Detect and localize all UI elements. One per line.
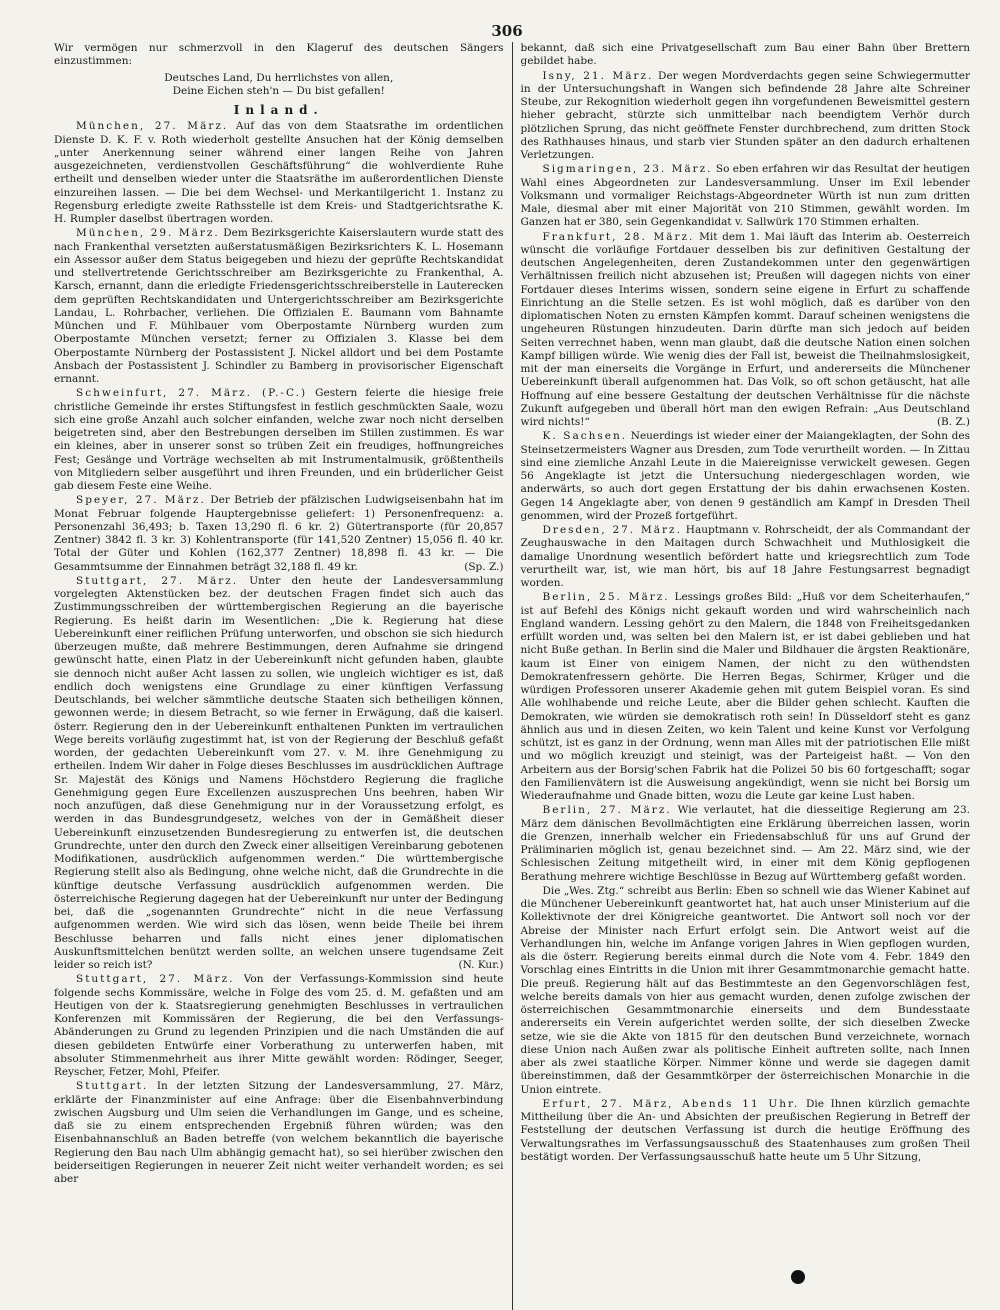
article-body: So eben erfahren wir das Resultat der heutigen Wahl eines Abgeordneten zur Landesversammlung. Unser im Exil lebender Volksmann und vormaliger Reichstags-Abgeordneter Würth ist nun zum dritten Male, diesmal aber mit einer Majorität von 210 Stimmen, gewählt worden. Im Ganzen hat er 380, sein Gegenkandidat v. Sallwürk 170 Stimmen erhalten. bbox=[520, 163, 970, 229]
verse bbox=[54, 72, 504, 99]
article bbox=[54, 387, 504, 493]
dateline: Stuttgart. bbox=[76, 1080, 149, 1093]
article bbox=[54, 494, 504, 574]
article-body: Der Betrieb der pfälzischen Ludwigseisenbahn hat im Monat Februar folgende Hauptergebnisse geliefert: 1) Personenfrequenz: a. Personenzahl 36,493; b. Taxen 13,290 fl. 6 kr. 2) Gütertransporte (für 20,857 Zentner) 3842 fl. 3 kr. 3) Kohlentransporte (für 141,520 Zentner) 15,056 fl. 40 kr. Total der Güter und Kohlen (162,377 Zentner) 18,898 fl. 43 kr. — Die Gesammtsumme der Einnahmen beträgt 32,188 fl. 49 kr. bbox=[54, 494, 504, 573]
ink-dot-mark bbox=[791, 1270, 805, 1284]
article-body: Der wegen Mordverdachts gegen seine Schwiegermutter in der Untersuchungshaft in Wangen sich befindende 28 Jahre alte Schreiner Steube, zur Rekognition wiederholt gegen ihn vorgefundenen Beweismittel gestern hieher gebracht, stürzte sich unmittelbar nach beendigtem Verhör durch plötzlichen Sprung, das nicht geöffnete Fenster durchbrechend, zum dritten Stock des Rathhauses hinaus, und starb vier Stunden später an den dadurch erhaltenen Verletzungen. bbox=[520, 69, 970, 161]
article-body: Wie verlautet, hat die diesseitige Regierung am 23. März dem dänischen Bevollmächtigten eine Erklärung überreichen lassen, worin die Grenzen, innerhalb welcher ein Friedensabschluß für uns auf Grund der Präliminarien möglich ist, genau bezeichnet sind. — Am 22. März sind, wie der Schlesischen Zeitung mitgetheilt wird, in einer mit dem König gepflogenen Berathung mehrere wichtige Beschlüsse in Bezug auf Württemberg gefaßt worden. bbox=[520, 804, 970, 883]
left-column bbox=[54, 42, 512, 1310]
dateline: Dresden, 27. März. bbox=[542, 524, 682, 536]
intro-text: Wir vermögen nur schmerzvoll in den Klageruf des deutschen Sängers einzustimmen: bbox=[54, 42, 504, 68]
source-note: (Sp. Z.) bbox=[464, 560, 504, 573]
article-body: Hauptmann v. Rohrscheidt, der als Commandant der Zeughauswache in den Maitagen durch Schwachheit und Muthlosigkeit die damalige Unordnung wesentlich befördert hatte und kriegsrechtlich zum Tode verurtheilt war, ist, wie man hört, bis auf 18 Jahre Festungsarrest begnadigt worden. bbox=[520, 524, 970, 589]
article bbox=[521, 524, 971, 590]
article-body: In der letzten Sitzung der Landesversammlung, 27. März, erklärte der Finanzminister auf eine Anfrage: über die Eisenbahnverbindung zwischen Augsburg und Ulm seien die Verhandlungen im Gange, und es scheine, daß sie zu einem entsprechenden Ergebniß führen würden; was den Eisenbahnanschluß an Baden betreffe (von welchem bekanntlich die bayerische Regierung den Bau nach Ulm abhängig gemacht hat), so sei hierüber zwischen den beiderseitigen Regierungen in neuerer Zeit nicht weiter verhandelt worden; es sei aber bbox=[54, 1080, 504, 1185]
article bbox=[521, 163, 971, 229]
article bbox=[54, 575, 504, 973]
dateline: K. Sachsen. bbox=[542, 430, 628, 443]
columns bbox=[54, 42, 970, 1310]
dateline: Berlin, 27. März. bbox=[542, 804, 672, 817]
dateline: Isny, 21. März. bbox=[542, 69, 654, 82]
dateline: Berlin, 25. März. bbox=[542, 591, 670, 604]
article bbox=[521, 70, 971, 163]
article-body: Neuerdings ist wieder einer der Maiangeklagten, der Sohn des Steinsetzermeisters Wagner aus Dresden, zum Tode verurtheilt worden. — In Zittau sind eine ziemliche Anzahl Leute in die Maiereignisse verwickelt gewesen. Gegen 56 Angeklagte ist jetzt die Untersuchung niedergeschlagen worden, wie anderwärts, so auch dort gegen Erstattung der bis dahin erwachsenen Kosten. Gegen 14 Angeklagte aber, von denen 9 geständlich am Kampf in Dresden Theil genommen, wird der Prozeß fortgeführt. bbox=[520, 430, 970, 522]
verse-line: Deutsches Land, Du herrlichstes von allen, bbox=[164, 71, 394, 84]
dateline: Stuttgart, 27. März. bbox=[76, 973, 235, 986]
page-number: 306 bbox=[491, 22, 523, 40]
article-body: Von der Verfassungs-Kommission sind heute folgende sechs Kommissäre, welche in Folge des vom 25. d. M. gefaßten und am Heutigen von der k. Staatsregierung genehmigten Beschlusses in vertraulichen Konferenzen mit Kommissären der Regierung, die bei den Verfassungs-Abänderungen zu Grund zu legenden Prinzipien und die nach Umständen die auf diesen gebildeten Entwürfe einer Vorberathung zu unterwerfen haben, mit absoluter Stimmenmehrheit aus ihrer Mitte gewählt worden: Rödinger, Seeger, Reyscher, Fetzer, Mohl, Pfeifer. bbox=[54, 973, 504, 1078]
article bbox=[521, 231, 971, 430]
section-title: Inland. bbox=[233, 103, 324, 117]
article bbox=[521, 1098, 971, 1164]
dateline: Frankfurt, 28. März. bbox=[542, 230, 695, 243]
article-body: Mit dem 1. Mai läuft das Interim ab. Oesterreich wünscht die vorläufige Fortdauer desselben bis zur definitiven Gestaltung der deutschen Angelegenheiten, deren Zustandekommen unter den gegenwärtigen Verhältnissen freilich nicht abzusehen ist; Preußen will dagegen nichts von einer Fortdauer dieses Interims wissen, sondern seine eigene in Erfurt zu schaffende Einrichtung an die Stelle setzen. Es ist wohl möglich, daß es darüber von den diplomatischen Noten zu ernsten Kämpfen kommt. Darauf scheinen wenigstens die ungeheuren Rüstungen hinzudeuten. Darin dürfte man sich jedoch auf beiden Seiten verrechnet haben, wenn man glaubt, daß die deutsche Nation einen solchen Kampf billigen würde. Wie wenig dies der Fall ist, beweist die Theilnahmslosigkeit, mit der man einerseits die Vorgänge in Erfurt, und andererseits die Münchener Uebereinkunft überall aufgenommen hat. Das Volk, so oft schon getäuscht, hat alle Hoffnung auf eine bessere Gestaltung der deutschen Verhältnisse für die nächste Zukunft aufgegeben und überall hört man den ewigen Refrain: „Aus Deutschland wird nichts!“ bbox=[520, 230, 970, 428]
article bbox=[521, 804, 971, 884]
continued-text: bekannt, daß sich eine Privatgesellschaft zum Bau einer Bahn über Brettern gebildet habe. bbox=[520, 42, 970, 68]
article bbox=[521, 591, 971, 803]
article-body: Die „Wes. Ztg.“ schreibt aus Berlin: Eben so schnell wie das Wiener Kabinet auf die Münchener Uebereinkunft geantwortet hat, hat auch unser Ministerium auf die Kollektivnote der drei Königreiche geantwortet. Die Antwort soll noch vor der Abreise der Minister nach Erfurt erfolgt sein. Die Antwort weist auf die Verhandlungen hin, welche im Anfange vorigen Jahres in Wien gepflogen wurden, als die österr. Regierung bereits einmal durch die Note vom 4. Febr. 1849 den Vorschlag eines Eintritts in die Union mit ihrer Gesammtmonarchie gemacht hatte. Die preuß. Regierung hält auf das Bestimmteste an den Gegenvorschlägen fest, welche bereits damals von hier aus gemacht wurden, denen zufolge zwischen der österreichischen Gesammtmonarchie einerseits und dem Bundesstaate andererseits ein Verein aufgerichtet werden sollte, der sich dieselben Zwecke setze, wie sie die Akte von 1815 für den deutschen Bund verzeichnete, wornach diese Union nach Außen zwar als politische Einheit auftreten sollte, nach Innen aber als zwei staatliche Körper. Nimmer könne und werde sie dagegen damit übereinstimmen, daß der Gesammtkörper der österreichischen Monarchie in die Union eintrete. bbox=[520, 884, 970, 1096]
article-body: Auf das von dem Staatsrathe im ordentlichen Dienste D. K. F. v. Roth wiederholt gestellte Ansuchen hat der König demselben „unter Anerkennung seiner während einer langen Reihe von Jahren ausgezeichneten, verdienstvollen Geschäftsführung“ die wohlverdiente Ruhe ertheilt und denselben wieder unter die Staatsräthe im außerordentlichen Dienste einzureihen lassen. — Die bei dem Wechsel- und Merkantilgericht 1. Instanz zu Regensburg erledigte zweite Rathsstelle ist dem Kreis- und Stadtgerichtsrathe K. H. Rumpler daselbst übertragen worden. bbox=[54, 120, 504, 225]
article bbox=[54, 1080, 504, 1186]
dateline: Sigmaringen, 23. März. bbox=[542, 163, 713, 176]
dateline: Speyer, 27. März. bbox=[76, 494, 206, 507]
article bbox=[521, 885, 971, 1097]
article bbox=[54, 120, 504, 226]
article bbox=[54, 973, 504, 1079]
right-column bbox=[512, 42, 971, 1310]
dateline: Erfurt, 27. März, Abends 11 Uhr. bbox=[542, 1097, 800, 1110]
source-note: (N. Kur.) bbox=[458, 959, 504, 971]
article-body: Gestern feierte die hiesige freie christliche Gemeinde ihr erstes Stiftungsfest in festlich geschmückten Saale, wozu sich eine große Anzahl auch solcher einfanden, welche zwar noch nicht derselben beigetreten sind, aber den Bestrebungen derselben im Stillen zustimmen. Es war ein kleines, aber in unserer sonst so trüben Zeit ein freudiges, hoffnungreiches Fest; Gesänge und Vorträge wechselten ab mit Instrumentalmusik, größtentheils von Mitgliedern selber ausgeführt und ihren Freunden, und ein brüderlicher Geist gab diesem Feste eine Weihe. bbox=[54, 387, 504, 492]
dateline: Schweinfurt, 27. März. (P.-C.) bbox=[76, 387, 308, 400]
verse-line: Deine Eichen steh'n — Du bist gefallen! bbox=[172, 84, 385, 97]
dateline: München, 27. März. bbox=[76, 120, 229, 133]
article bbox=[521, 430, 971, 523]
article bbox=[54, 227, 504, 386]
article-body: Lessings großes Bild: „Huß vor dem Scheiterhaufen,“ ist auf Befehl des Königs nicht gekauft worden und wird wahrscheinlich nach England wandern. Lessing gehört zu den Malern, die 1848 von Freiheitsgedanken erfüllt worden und, was selten bei den Malern ist, er ist dabei geblieben und hat nicht Buße gethan. In Berlin sind die Maler und Bildhauer die ärgsten Reaktionäre, kaum ist Einer von einigem Namen, der nicht zu den wüthendsten Demokratenfressern gehörte. Die Herren Begas, Schirmer, Krüger und die würdigen Professoren unserer Akademie gehen mit gutem Beispiel voran. Es sind Alle wohlhabende und reiche Leute, aber die Bilder gehen schlecht. Kauften die Demokraten, wie würden sie demokratisch roth sein! In Düsseldorf steht es ganz ähnlich aus und in diesen Zeiten, wo kein Talent und keine Kunst vor Verfolgung schützt, ist es ganz in der Ordnung, wenn man Alles mit der patriotischen Elle mißt und wo möglich kreuzigt und steinigt, was der Parteigeist haßt. — Von den Arbeitern aus der Borsig'schen Fabrik hat die Polizei 50 bis 60 fortgeschafft; sogar den Familienvätern ist die Ausweisung angekündigt, wenn sie nicht bei Borsig um Wiederaufnahme und Gnade bitten, wozu die Leute gar keine Lust haben. bbox=[520, 591, 970, 802]
article-body: Dem Bezirksgerichte Kaiserslautern wurde statt des nach Frankenthal versetzten außerstatusmäßigen Bezirksrichters K. L. Hosemann ein Assessor außer dem Status beigegeben und hiezu der geprüfte Rechtskandidat und stellvertretende Gerichtsschreiber am Bezirksgerichte zu Frankenthal, A. Karsch, ernannt, dann die erledigte Friedensgerichtsschreiberstelle in Lauterecken dem geprüften Rechtskandidaten und Untergerichtsschreiber am Bezirksgerichte Landau, L. Rohrbacher, verliehen. Die Offizialen E. Baumann vom Bahnamte München und F. Mühlbauer vom Oberpostamte Nürnberg wurden zum Oberpostamte München versetzt; ferner zu Offizialen 3. Klasse bei dem Oberpostamte Nürnberg der Postassistent J. Nickel alldort und bei dem Postamte Ansbach der Postassistent J. Schindler zu Bamberg in provisorischer Eigenschaft ernannt. bbox=[54, 227, 504, 385]
source-note: (B. Z.) bbox=[936, 416, 970, 428]
article-body: Unter den heute der Landesversammlung vorgelegten Aktenstücken bez. der deutschen Fragen findet sich auch das Zustimmungsschreiben der württembergischen Regierung an die bayerische Regierung. Es heißt darin im Wesentlichen: „Die k. Regierung hat diese Uebereinkunft einer reiflichen Prüfung unterworfen, und obschon sie sich hiedurch überzeugen mußte, daß mehrere Bestimmungen, deren Aufnahme sie dringend gewünscht hatte, einen Platz in der Uebereinkunft nicht gefunden haben, glaubte sie dennoch nicht außer Acht lassen zu sollen, wie ungleich wichtiger es ist, daß endlich doch wenigstens eine Grundlage zu einer künftigen Verfassung Deutschlands, bei welcher sämmtliche deutsche Staaten sich betheiligen können, gewonnen werde; in diesem Betracht, so wie ferner in Erwägung, daß die kaiserl. österr. Regierung den in der Uebereinkunft enthaltenen Punkten im vertraulichen Wege bereits vorläufig zugestimmt hat, ist von der Regierung der Beschluß gefaßt worden, der gedachten Uebereinkunft vom 27. v. M. ihre Genehmigung zu ertheilen. Indem Wir daher in Folge dieses Beschlusses im ausdrücklichen Auftrage Sr. Majestät des Königs und Namens Höchstdero Regierung die fragliche Genehmigung gegen Eure Excellenzen auszusprechen Uns beehren, haben Wir noch anzufügen, daß diese Genehmigung nur in der Voraussetzung erfolgt, es werden in das Bundesgrundgesetz, welches von der in Gemäßheit dieser Uebereinkunft einzusetzenden Bundesregierung zu entwerfen ist, die deutschen Grundrechte, unter den durch den Zweck einer allseitigen Vereinbarung gebotenen Modifikationen, ausdrücklich aufgenommen werden.“ Die württembergische Regierung stellt also als Bedingung, ohne welche nicht, daß die Grundrechte in die künftige deutsche Verfassung ausdrücklich aufgenommen werden. Die österreichische Regierung dagegen hat der Uebereinkunft nur unter der Bedingung bei, daß die „sogenannten Grundrechte“ nicht in die neue Verfassung aufgenommen werden. Wie wird sich das lösen, wenn beide Theile bei ihrem Beschlusse beharren und falls nicht eines jener diplomatischen Auskunftsmittelchen benützt werden sollte, an welchen unsere tugendsame Zeit leider so reich ist? bbox=[54, 574, 504, 971]
article-body: Die Ihnen kürzlich gemachte Mittheilung über die An- und Absichten der preußischen Regierung in Betreff der Feststellung der deutschen Verfassung ist durch die heutige Eröffnung des Verwaltungsrathes im Verfassungsausschuß des Staatenhauses zum großen Theil bestätigt worden. Der Verfassungsausschuß hatte heute um 5 Uhr Sitzung, bbox=[520, 1097, 970, 1163]
dateline: München, 29. März. bbox=[76, 227, 220, 240]
dateline: Stuttgart, 27. März. bbox=[76, 574, 239, 587]
